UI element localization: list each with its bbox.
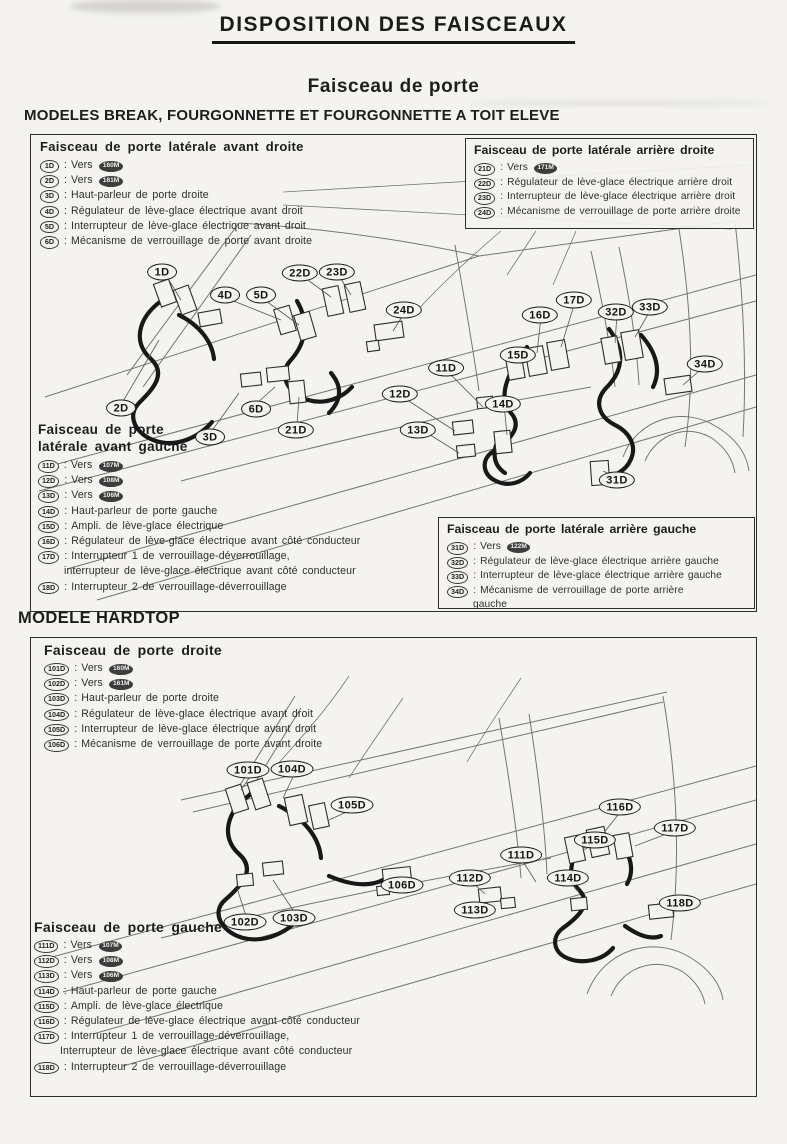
colon: :	[473, 570, 477, 582]
legend-title: Faisceau de porte	[38, 422, 164, 437]
legend-title: Faisceau de porte gauche	[34, 919, 223, 935]
diagram-callout-13d: 13D	[400, 422, 436, 439]
legend-item-text: Interrupteur 1 de verrouillage-déverrouillage,	[71, 550, 290, 563]
legend-item-text: Interrupteur de lève-glace électrique arrière droit	[507, 191, 736, 203]
legend-item-text: Interrupteur 2 de verrouillage-déverrouillage	[70, 1060, 287, 1073]
connector-id-badge: 24D	[474, 207, 495, 220]
diagram-callout-33d: 33D	[632, 299, 668, 316]
harness-ref-badge: 171M	[534, 163, 558, 174]
diagram-callout-11d: 11D	[428, 360, 464, 377]
colon: :	[64, 474, 68, 487]
legend-item-text: Interrupteur 2 de verrouillage-déverrouillage	[71, 580, 287, 593]
legend-item-text: Interrupteur de lève-glace électrique arrière gauche	[480, 570, 722, 582]
harness-ref-badge: 161M	[99, 176, 123, 187]
connector-id-badge: 16D	[38, 536, 59, 549]
legend-item-text: Régulateur de lève-glace électrique avant côté conducteur	[71, 535, 361, 548]
diagram-callout-34d: 34D	[687, 356, 723, 373]
diagram-callout-101d: 101D	[227, 762, 270, 779]
legend-item-text: Vers 108M	[71, 473, 123, 488]
diagram-callout-3d: 3D	[195, 429, 225, 446]
connector-id-badge: 18D	[38, 582, 59, 595]
connector-id-badge: 22D	[474, 178, 495, 191]
colon: :	[63, 969, 67, 982]
colon: :	[63, 459, 67, 471]
connector-id-badge: 1D	[40, 160, 59, 173]
connector-id-badge: 23D	[474, 192, 495, 205]
connector-id-badge: 34D	[447, 586, 468, 599]
colon: :	[64, 159, 68, 171]
harness-ref-badge: 108M	[99, 956, 123, 967]
diagram-callout-104d: 104D	[271, 761, 314, 778]
legend-item-text: Haut-parleur de porte gauche	[70, 984, 217, 997]
connector-id-badge: 104D	[44, 709, 69, 722]
colon: :	[74, 677, 78, 690]
legend-item-text: Haut-parleur de porte gauche	[71, 504, 218, 517]
connector-id-badge: 12D	[38, 475, 59, 488]
connector-id-badge: 32D	[447, 557, 468, 570]
legend-item-text: Régulateur de lève-glace électrique avant droit	[81, 707, 314, 720]
legend-item-continued: interrupteur de lève-glace électrique avant côté conducteur	[64, 565, 356, 578]
connector-id-badge: 106D	[44, 739, 69, 752]
colon: :	[63, 939, 67, 951]
legend-title: Faisceau de porte droite	[44, 642, 223, 658]
diagram-callout-5d: 5D	[246, 287, 276, 304]
colon: :	[74, 738, 78, 751]
legend-item-text: Haut-parleur de porte droite	[81, 692, 219, 705]
legend-item-text: Vers 107M	[70, 938, 122, 953]
connector-id-badge: 111D	[34, 940, 58, 953]
diagram-callout-111d: 111D	[500, 847, 542, 864]
diagram-callout-21d: 21D	[278, 422, 314, 439]
diagram-callout-6d: 6D	[241, 401, 271, 418]
colon: :	[64, 174, 68, 187]
harness-ref-badge: 122M	[507, 542, 531, 553]
legend-item-text: Interrupteur de lève-glace électrique avant droit	[71, 219, 306, 232]
colon: :	[500, 176, 504, 188]
connector-id-badge: 118D	[34, 1062, 59, 1075]
colon: :	[500, 191, 504, 203]
colon: :	[74, 707, 78, 720]
connector-id-badge: 114D	[34, 986, 59, 999]
legend-item-text: Vers 171M	[507, 161, 557, 176]
legend-item-text: Régulateur de lève-glace électrique arrière droit	[507, 176, 733, 188]
legend-item-text: Mécanisme de verrouillage de porte arrière droite	[507, 205, 741, 217]
diagram-callout-24d: 24D	[386, 302, 422, 319]
legend-item-text: Vers 107M	[71, 458, 123, 473]
connector-id-badge: 3D	[40, 190, 59, 203]
section-heading-break-models: MODELES BREAK, FOURGONNETTE ET FOURGONNETTE A TOIT ELEVE	[24, 107, 560, 124]
harness-ref-badge: 160M	[109, 664, 133, 675]
connector-id-badge: 101D	[44, 663, 69, 676]
legend-item-text: Vers 160M	[71, 158, 123, 173]
connector-id-badge: 13D	[38, 490, 59, 503]
legend-item-text: Haut-parleur de porte droite	[71, 189, 209, 202]
diagram-callout-22d: 22D	[282, 265, 318, 282]
diagram-callout-4d: 4D	[210, 287, 240, 304]
connector-id-badge: 116D	[34, 1016, 59, 1029]
page-title-text: DISPOSITION DES FAISCEAUX	[212, 13, 576, 44]
colon: :	[63, 984, 67, 997]
diagram-callout-2d: 2D	[106, 400, 136, 417]
harness-ref-badge: 107M	[99, 461, 123, 472]
colon: :	[64, 519, 68, 532]
legend-item-text: Ampli. de lève-glace électrique	[71, 519, 224, 532]
connector-id-badge: 2D	[40, 175, 59, 188]
harness-ref-badge: 107M	[99, 941, 123, 952]
colon: :	[74, 662, 78, 674]
legend-item-text: Vers 106M	[71, 488, 123, 503]
legend-item-text: Interrupteur de lève-glace électrique avant droit	[81, 722, 317, 735]
colon: :	[63, 999, 67, 1012]
connector-id-badge: 31D	[447, 542, 468, 555]
colon: :	[473, 555, 477, 567]
diagram-callout-102d: 102D	[224, 914, 267, 931]
legend-title: latérale avant gauche	[38, 439, 188, 454]
harness-ref-badge: 106M	[99, 971, 123, 982]
connector-id-badge: 4D	[40, 206, 59, 219]
colon: :	[74, 692, 78, 705]
colon: :	[64, 535, 68, 548]
connector-id-badge: 113D	[34, 970, 59, 983]
legend-item-text: Régulateur de lève-glace électrique avant droit	[71, 204, 303, 217]
connector-id-badge: 5D	[40, 221, 59, 234]
legend-item-text: Vers 161M	[81, 676, 133, 691]
page-subtitle: Faisceau de porte	[307, 76, 480, 97]
legend-title: Faisceau de porte latérale arrière droite	[474, 143, 715, 157]
connector-id-badge: 105D	[44, 724, 69, 737]
diagram-callout-17d: 17D	[556, 292, 592, 309]
connector-id-badge: 6D	[40, 236, 59, 249]
colon: :	[64, 550, 68, 563]
diagram-callout-1d: 1D	[147, 264, 177, 281]
diagram-callout-112d: 112D	[449, 870, 491, 887]
connector-id-badge: 11D	[38, 460, 59, 473]
legend-title: Faisceau de porte latérale avant droite	[40, 139, 304, 154]
colon: :	[64, 189, 68, 202]
connector-id-badge: 21D	[474, 163, 495, 176]
diagram-callout-118d: 118D	[659, 895, 701, 912]
connector-id-badge: 14D	[38, 506, 59, 519]
diagram-callout-114d: 114D	[547, 870, 589, 887]
colon: :	[64, 489, 68, 502]
legend-item-text: Interrupteur 1 de verrouillage-déverrouillage,	[70, 1030, 290, 1043]
diagram-callout-115d: 115D	[574, 832, 616, 849]
connector-id-badge: 115D	[34, 1001, 59, 1014]
legend-item-text: Vers 160M	[81, 661, 133, 676]
section-heading-hardtop: MODELE HARDTOP	[18, 609, 181, 627]
diagram-callout-113d: 113D	[454, 902, 496, 919]
colon: :	[64, 235, 68, 248]
harness-ref-badge: 161M	[109, 679, 133, 690]
colon: :	[473, 584, 477, 596]
colon: :	[500, 205, 504, 217]
diagram-callout-116d: 116D	[599, 799, 641, 816]
colon: :	[74, 722, 78, 735]
diagram-callout-14d: 14D	[485, 396, 521, 413]
connector-id-badge: 33D	[447, 571, 468, 584]
harness-ref-badge: 160M	[99, 161, 123, 172]
connector-id-badge: 117D	[34, 1031, 59, 1044]
legend-item-text: Régulateur de lève-glace électrique avant côté conducteur	[70, 1015, 360, 1028]
legend-title: Faisceau de porte latérale arrière gauche	[447, 522, 697, 536]
legend-item-text: Vers 106M	[71, 968, 123, 983]
harness-ref-badge: 106M	[99, 491, 123, 502]
legend-item-text: Régulateur de lève-glace électrique arrière gauche	[480, 555, 719, 567]
colon: :	[64, 204, 68, 217]
colon: :	[63, 1060, 67, 1073]
diagram-callout-31d: 31D	[599, 472, 635, 489]
diagram-callout-23d: 23D	[319, 264, 355, 281]
connector-id-badge: 17D	[38, 551, 59, 564]
connector-id-badge: 15D	[38, 521, 59, 534]
colon: :	[473, 541, 477, 552]
connector-id-badge: 102D	[44, 678, 69, 691]
harness-ref-badge: 108M	[99, 476, 123, 487]
colon: :	[63, 1015, 67, 1028]
colon: :	[63, 1030, 67, 1043]
diagram-callout-103d: 103D	[273, 910, 316, 927]
colon: :	[64, 219, 68, 232]
diagram-callout-106d: 106D	[381, 877, 424, 894]
legend-item-text: Mécanisme de verrouillage de porte arrière	[480, 584, 684, 596]
legend-item-text: Vers 108M	[71, 953, 123, 968]
diagram-callout-15d: 15D	[500, 347, 536, 364]
colon: :	[64, 580, 68, 593]
colon: :	[63, 954, 67, 967]
diagram-callout-32d: 32D	[598, 304, 634, 321]
legend-item-continued: gauche	[473, 599, 508, 611]
diagram-callout-12d: 12D	[382, 386, 418, 403]
legend-item-text: Ampli. de lève-glace électrique	[70, 999, 224, 1012]
diagram-callout-16d: 16D	[522, 307, 558, 324]
legend-item-text: Mécanisme de verrouillage de porte avant droite	[71, 235, 313, 248]
colon: :	[64, 504, 68, 517]
colon: :	[500, 162, 504, 173]
legend-item-text: Mécanisme de verrouillage de porte avant droite	[81, 738, 323, 751]
diagram-callout-117d: 117D	[654, 820, 696, 837]
legend-item-continued: Interrupteur de lève-glace électrique avant côté conducteur	[60, 1045, 353, 1058]
diagram-callout-105d: 105D	[331, 797, 374, 814]
connector-id-badge: 112D	[34, 955, 59, 968]
legend-item-text: Vers 161M	[71, 173, 123, 188]
legend-item-text: Vers 122M	[480, 540, 530, 555]
connector-id-badge: 103D	[44, 693, 69, 706]
